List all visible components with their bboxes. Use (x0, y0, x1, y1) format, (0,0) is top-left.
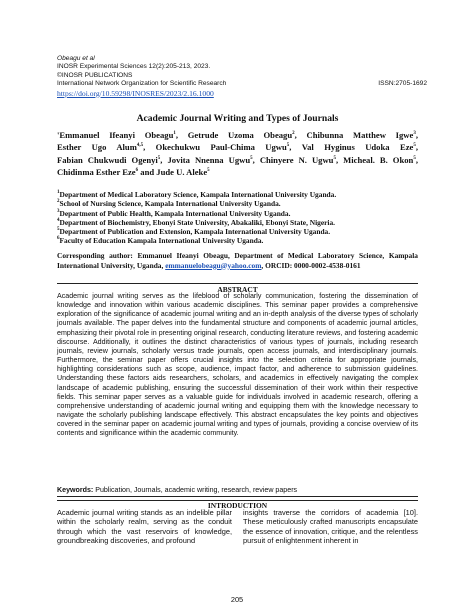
email-link[interactable]: emmanuelobeagu@yahoo.com (165, 260, 262, 270)
intro-column-left: Academic journal writing stands as an indelible pillar within the scholarly realm, serving as the conduit through which the vast reservoirs of knowledge, groundbreaking discoveries, and profound (57, 508, 232, 545)
affiliation-item: $^2$School of Nursing Science, Kampala International University Uganda. (57, 199, 281, 209)
keywords-label: Keywords: (57, 486, 94, 494)
abstract-body: Academic journal writing serves as the lifeblood of scholarly communication, fostering the dissemination of knowledge and innovation within various academic disciplines. This seminar paper provides a comprehensive exploration of the significance of academic journal writing and an in-depth analysis of the diverse types of scholarly journals available. The paper delves into the fundamental structure and components of academic journal articles, emphasizing their pivotal role in presenting original research, conducting literature reviews, and fostering academic discourse. Additionally, it outlines the distinct characteristics of various types of journals, including research journals, review journals, scholarly versus trade journals, open access journals, and interdisciplinary journals. Furthermore, the seminar paper offers crucial insights into the selection criteria for appropriate journals, highlighting considerations such as scope, audience, impact factor, and adherence to submission guidelines. Understanding these factors aids researchers, scholars, and academics in effectively navigating the complex landscape of academic publishing, ensuring the successful dissemination of their work within their respective fields. This seminar paper serves as a valuable guide for individuals involved in academic research, offering a comprehensive understanding of academic journal writing and equipping them with the knowledge necessary to navigate the scholarly publishing landscape effectively. This abstract encapsulates the key points and objectives covered in the seminar paper on academic journal writing and types of journals, providing a concise overview of its contents and significance within the academic community. (57, 292, 418, 438)
author: Jovita Nnenna Ugwu$^5$, (167, 154, 255, 165)
author: Fabian Chukwudi Ogenyi$^5$, (57, 154, 163, 165)
author: Chidinma Esther Eze$^6$ and (57, 166, 155, 177)
affiliation-item: $^5$Department of Publication and Extension, Kampala International University Uganda. (57, 227, 331, 237)
org-row (57, 80, 427, 88)
introduction-heading: INTRODUCTION (57, 500, 418, 510)
affiliation-item: $^3$Department of Public Health, Kampala International University Uganda. (57, 208, 291, 218)
intro-column-right: insights traverse the corridors of academia [10]. These meticulously crafted manuscripts encapsulate the essence of innovation, critique, and the relentless pursuit of enlightenment inherent in (243, 508, 418, 545)
journal-citation: INOSR Experimental Sciences 12(2):205-213, 2023. (57, 63, 211, 71)
doi-link[interactable]: https://doi.org/10.59298/INOSRES/2023/2.16.1000 (57, 88, 214, 98)
author: Getrude Uzoma Obeagu$^2$, (187, 130, 297, 140)
author: 'Emmanuel Ifeanyi Obeagu$^1$, (57, 130, 179, 140)
abstract-heading: ABSTRACT (57, 283, 418, 294)
running-authors: Obeagu et al (57, 55, 95, 62)
author: Okechukwu Paul-Chima Ugwu$^5$, (155, 142, 292, 153)
affiliation-item: $^4$Department of Biochemistry, Ebonyi State University, Abakaliki, Ebonyi State, Nigeria. (57, 217, 336, 227)
journal-header (57, 55, 427, 98)
affiliation-list (57, 190, 418, 246)
issn: ISSN:2705-1692 (378, 80, 427, 88)
affiliation-item: $^1$Department of Medical Laboratory Science, Kampala International University Uganda. (57, 190, 337, 199)
author: Chibunna Matthew Igwe$^3$, (306, 130, 418, 140)
author-list (57, 129, 418, 178)
paper-title: Academic Journal Writing and Types of Journals (136, 113, 339, 124)
copyright-line: ©INOSR PUBLICATIONS (57, 71, 133, 79)
author: Esther Ugo Alum$^{4,5}$, (57, 142, 146, 153)
affiliation-item: $^6$Faculty of Education Kampala International University Uganda. (57, 236, 264, 246)
org-name: International Network Organization for Scientific Research (57, 80, 227, 88)
corresponding-author: Corresponding author: Emmanuel Ifeanyi Obeagu, Department of Medical Laboratory Science, Kampala International University, Uganda, emmanuelobeagu@yahoo.com, ORCID: 0000-0002-4538-0161 (57, 251, 418, 270)
orcid: , ORCID: 0000-0002-4538-0161 (261, 260, 361, 270)
page-number: 205 (230, 595, 244, 604)
keywords-line (57, 486, 418, 497)
author: Micheal. B. Okon$^5$, (343, 154, 418, 165)
keywords-list: Publication, Journals, academic writing, research, review papers (93, 486, 298, 494)
author: Chinyere N. Ugwu$^5$, (259, 154, 339, 165)
author: Val Hyginus Udoka Eze$^5$, (301, 142, 418, 153)
author: Jude U. Aleke$^5$ (156, 166, 210, 177)
